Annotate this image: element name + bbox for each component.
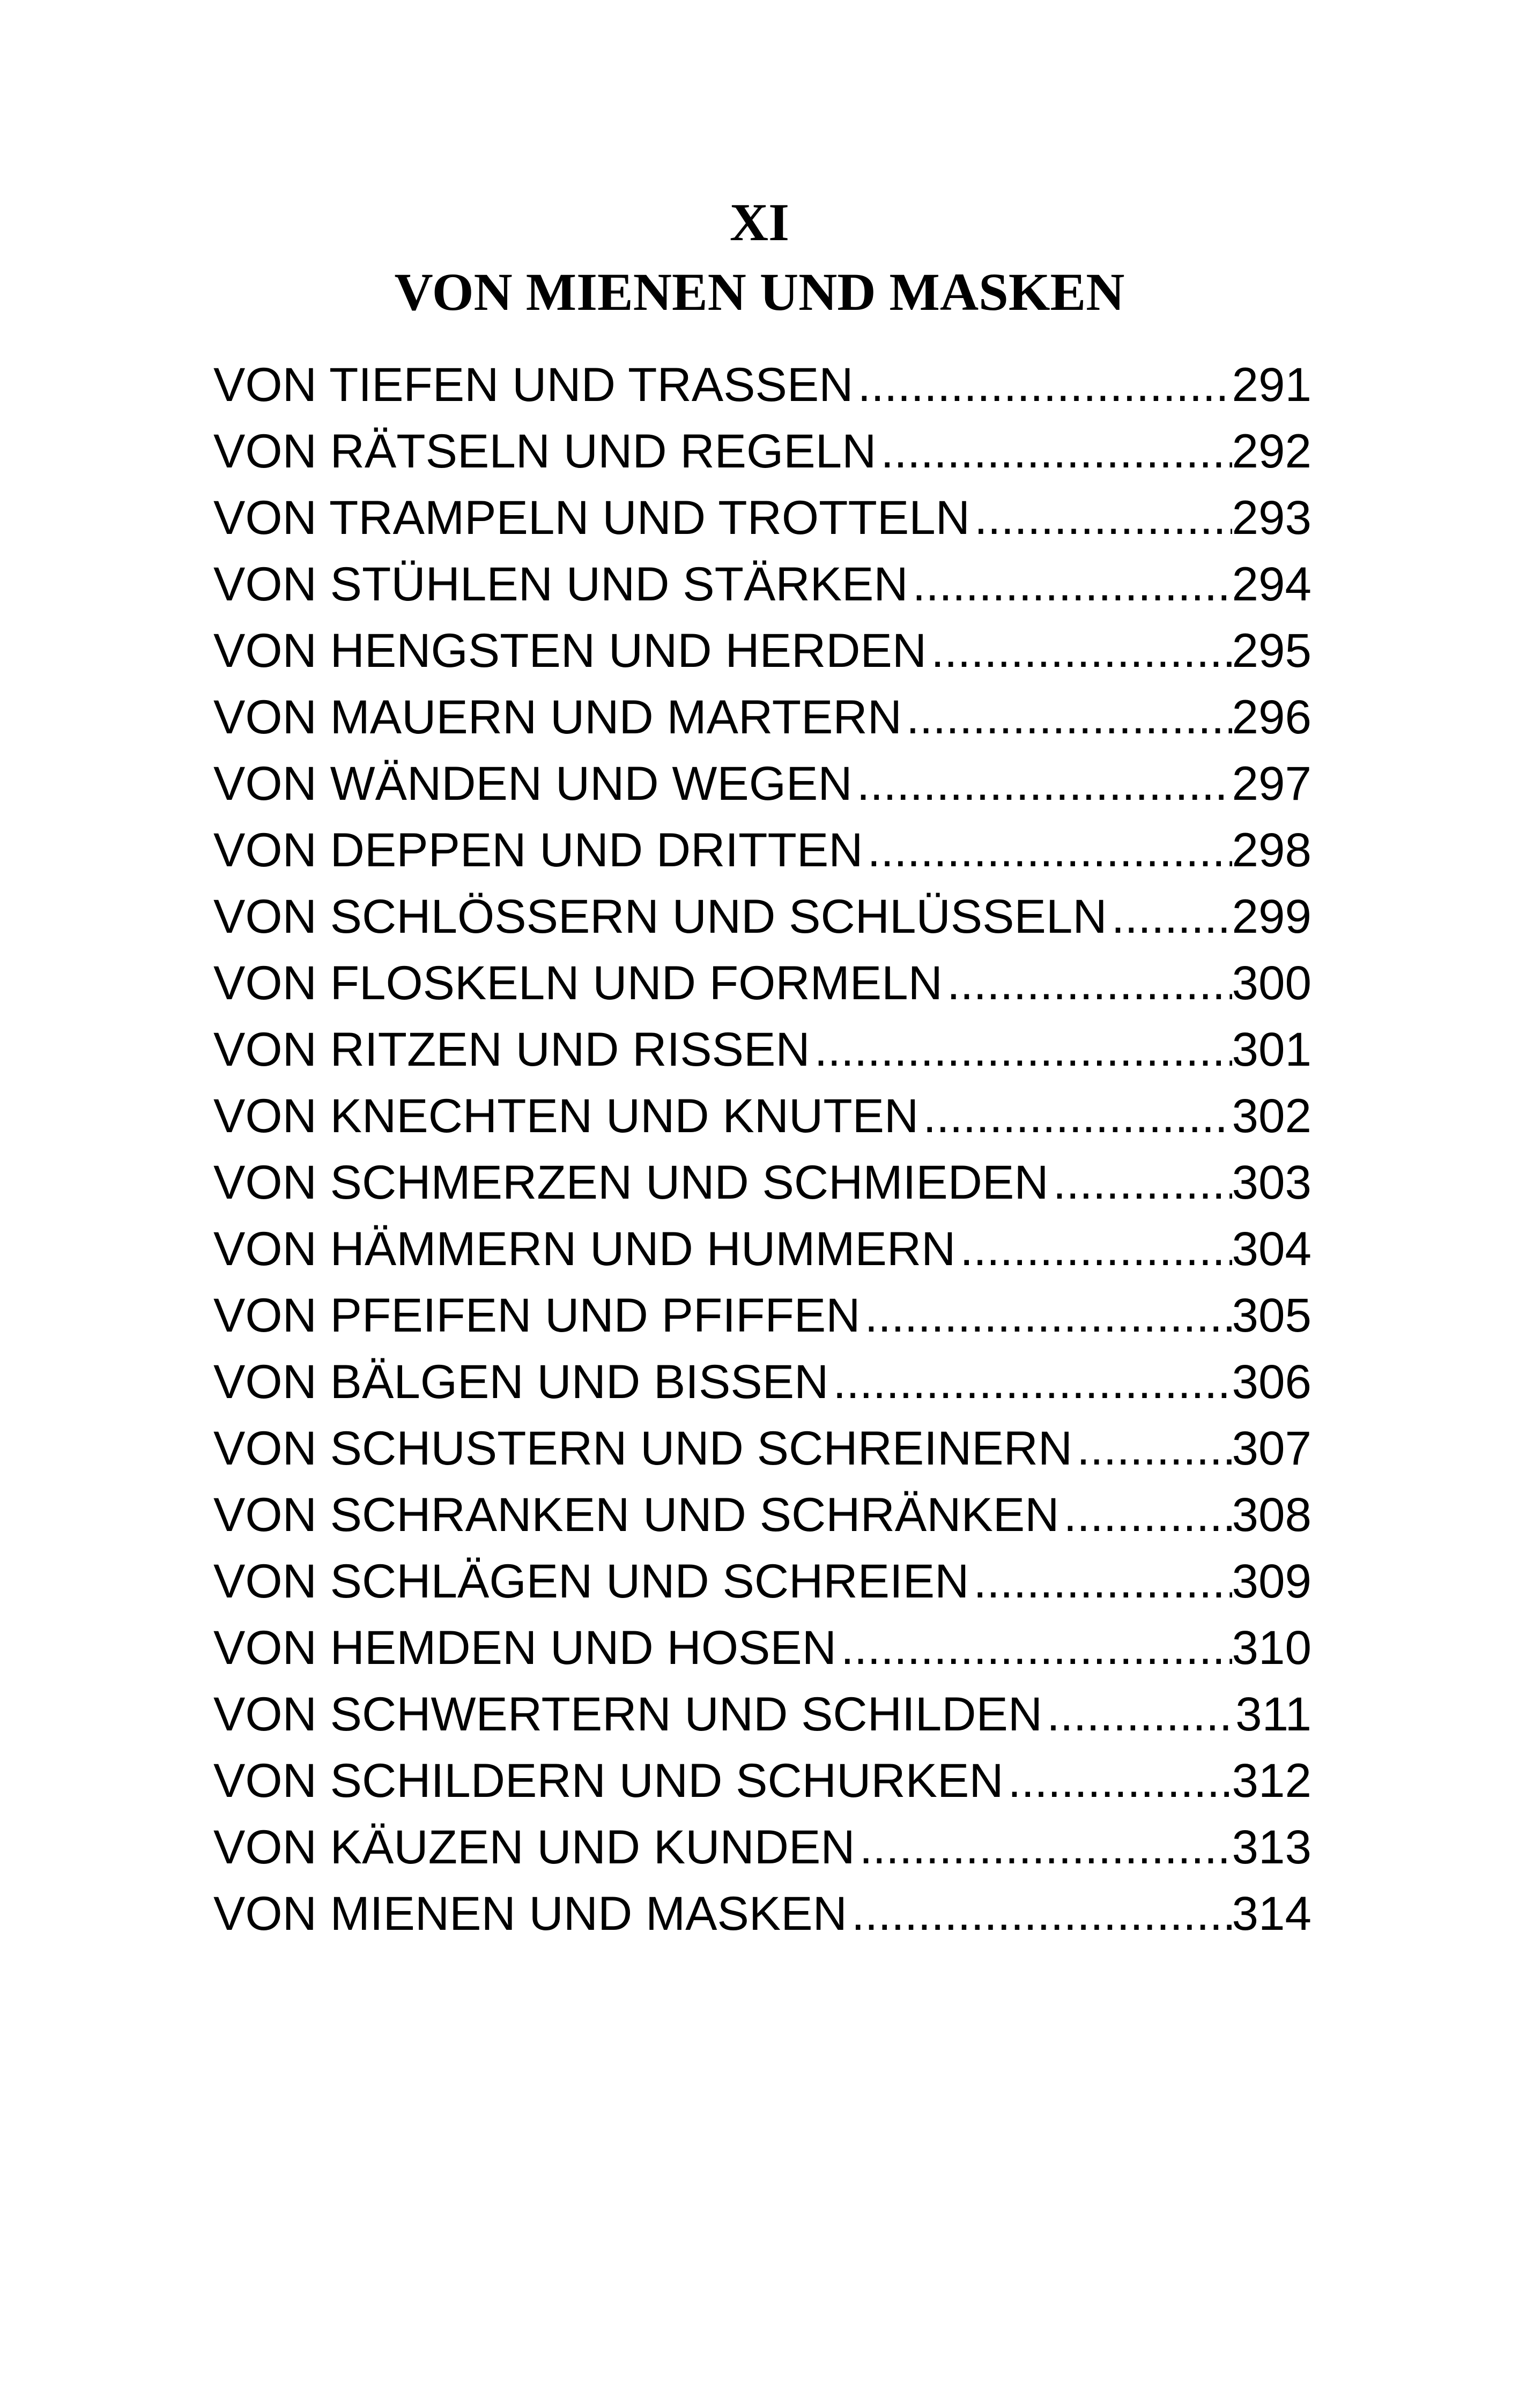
toc-entry-title: VON STÜHLEN UND STÄRKEN: [213, 557, 908, 611]
toc-entry-title: VON SCHLÄGEN UND SCHREIEN: [213, 1554, 969, 1608]
toc-entry-title: VON BÄLGEN UND BISSEN: [213, 1355, 829, 1408]
toc-dot-leader: [836, 1614, 1232, 1681]
toc-entry: [213, 1415, 1311, 1481]
toc-entry-title: VON RITZEN UND RISSEN: [213, 1022, 810, 1076]
toc-entry: [213, 1082, 1311, 1149]
toc-entry: [213, 949, 1311, 1016]
toc-entry-page-number: 302: [1232, 1089, 1311, 1142]
toc-entry: [213, 883, 1311, 949]
toc-entry-page-number: 304: [1232, 1222, 1311, 1275]
toc-entry-title: VON SCHUSTERN UND SCHREINERN: [213, 1421, 1073, 1475]
toc-entry-page-number: 307: [1232, 1421, 1311, 1475]
toc-dot-leader: [1049, 1149, 1232, 1215]
toc-entry: [213, 1348, 1311, 1415]
toc-entry-page-number: 300: [1232, 956, 1311, 1009]
toc-entry: [213, 351, 1311, 418]
toc-entry-title: VON DEPPEN UND DRITTEN: [213, 823, 863, 876]
toc-entry-page-number: 313: [1232, 1820, 1311, 1874]
toc-entry-page-number: 295: [1232, 623, 1311, 677]
toc-entry: [213, 750, 1311, 816]
toc-dot-leader: [847, 1880, 1232, 1946]
toc-dot-leader: [927, 617, 1232, 683]
toc-entry-title: VON HEMDEN UND HOSEN: [213, 1621, 837, 1674]
toc-entry-title: VON SCHLÖSSERN UND SCHLÜSSELN: [213, 889, 1107, 943]
toc-entry-page-number: 303: [1232, 1155, 1311, 1209]
toc-entry-title: VON RÄTSELN UND REGELN: [213, 424, 877, 478]
toc-entry: [213, 1016, 1311, 1082]
toc-dot-leader: [1042, 1681, 1235, 1747]
toc-entry-title: VON KNECHTEN UND KNUTEN: [213, 1089, 919, 1142]
toc-entry: [213, 1880, 1311, 1946]
toc-entry: [213, 1481, 1311, 1548]
toc-entry-page-number: 293: [1232, 490, 1311, 544]
toc-entry-title: VON SCHRANKEN UND SCHRÄNKEN: [213, 1488, 1059, 1541]
toc-entry-page-number: 301: [1232, 1022, 1311, 1076]
toc-dot-leader: [853, 351, 1232, 418]
toc-entry: [213, 551, 1311, 617]
toc-entry: [213, 1814, 1311, 1880]
toc-entry-title: VON KÄUZEN UND KUNDEN: [213, 1820, 855, 1874]
toc-entry-page-number: 309: [1232, 1554, 1311, 1608]
toc-entry-title: VON MIENEN UND MASKEN: [213, 1886, 847, 1940]
chapter-title: VON MIENEN UND MASKEN: [394, 262, 1125, 322]
toc-entry-page-number: 306: [1232, 1355, 1311, 1408]
toc-entry-title: VON FLOSKELN UND FORMELN: [213, 956, 943, 1009]
toc-dot-leader: [863, 816, 1232, 883]
toc-entry-page-number: 308: [1232, 1488, 1311, 1541]
toc-entry-page-number: 298: [1232, 823, 1311, 876]
toc-entry-title: VON TRAMPELN UND TROTTELN: [213, 490, 970, 544]
toc-entry-page-number: 299: [1232, 889, 1311, 943]
toc-dot-leader: [1059, 1481, 1232, 1548]
toc-dot-leader: [828, 1348, 1232, 1415]
toc-dot-leader: [955, 1215, 1232, 1282]
toc-entry-title: VON HENGSTEN UND HERDEN: [213, 623, 927, 677]
toc-entry-page-number: 310: [1232, 1621, 1311, 1674]
toc-entry: [213, 418, 1311, 484]
toc-entry-page-number: 297: [1232, 756, 1311, 810]
toc-entry-title: VON SCHMERZEN UND SCHMIEDEN: [213, 1155, 1049, 1209]
toc-dot-leader: [855, 1814, 1232, 1880]
toc-entry-page-number: 312: [1232, 1753, 1311, 1807]
toc-entry-page-number: 305: [1232, 1288, 1311, 1342]
toc-dot-leader: [943, 949, 1232, 1016]
toc-entry-title: VON HÄMMERN UND HUMMERN: [213, 1222, 956, 1275]
toc-entry-page-number: 311: [1235, 1687, 1311, 1741]
toc-dot-leader: [810, 1016, 1232, 1082]
toc-dot-leader: [918, 1082, 1232, 1149]
toc-entry: [213, 1282, 1311, 1348]
toc-entry: [213, 816, 1311, 883]
toc-dot-leader: [861, 1282, 1232, 1348]
toc-entry: [213, 1548, 1311, 1614]
toc-dot-leader: [902, 683, 1232, 750]
toc-dot-leader: [1072, 1415, 1232, 1481]
table-of-contents: [213, 351, 1311, 1946]
toc-entry-title: VON TIEFEN UND TRASSEN: [213, 358, 854, 411]
toc-dot-leader: [969, 1548, 1232, 1614]
toc-entry-title: VON WÄNDEN UND WEGEN: [213, 756, 853, 810]
toc-dot-leader: [908, 551, 1232, 617]
toc-entry-title: VON MAUERN UND MARTERN: [213, 690, 902, 744]
toc-dot-leader: [1004, 1747, 1232, 1814]
toc-entry-title: VON SCHWERTERN UND SCHILDEN: [213, 1687, 1043, 1741]
toc-entry-page-number: 294: [1232, 557, 1311, 611]
toc-entry: [213, 1149, 1311, 1215]
toc-dot-leader: [1107, 883, 1232, 949]
toc-entry: [213, 1215, 1311, 1282]
toc-entry: [213, 1614, 1311, 1681]
toc-entry-page-number: 292: [1232, 424, 1311, 478]
toc-entry-page-number: 314: [1232, 1886, 1311, 1940]
toc-dot-leader: [970, 484, 1232, 551]
toc-dot-leader: [876, 418, 1232, 484]
toc-entry: [213, 617, 1311, 683]
toc-entry: [213, 484, 1311, 551]
toc-entry: [213, 1681, 1311, 1747]
toc-entry-title: VON SCHILDERN UND SCHURKEN: [213, 1753, 1004, 1807]
toc-entry: [213, 1747, 1311, 1814]
chapter-number: XI: [729, 192, 790, 252]
toc-entry-title: VON PFEIFEN UND PFIFFEN: [213, 1288, 861, 1342]
toc-entry: [213, 683, 1311, 750]
toc-entry-page-number: 291: [1232, 358, 1311, 411]
toc-dot-leader: [853, 750, 1232, 816]
toc-entry-page-number: 296: [1232, 690, 1311, 744]
